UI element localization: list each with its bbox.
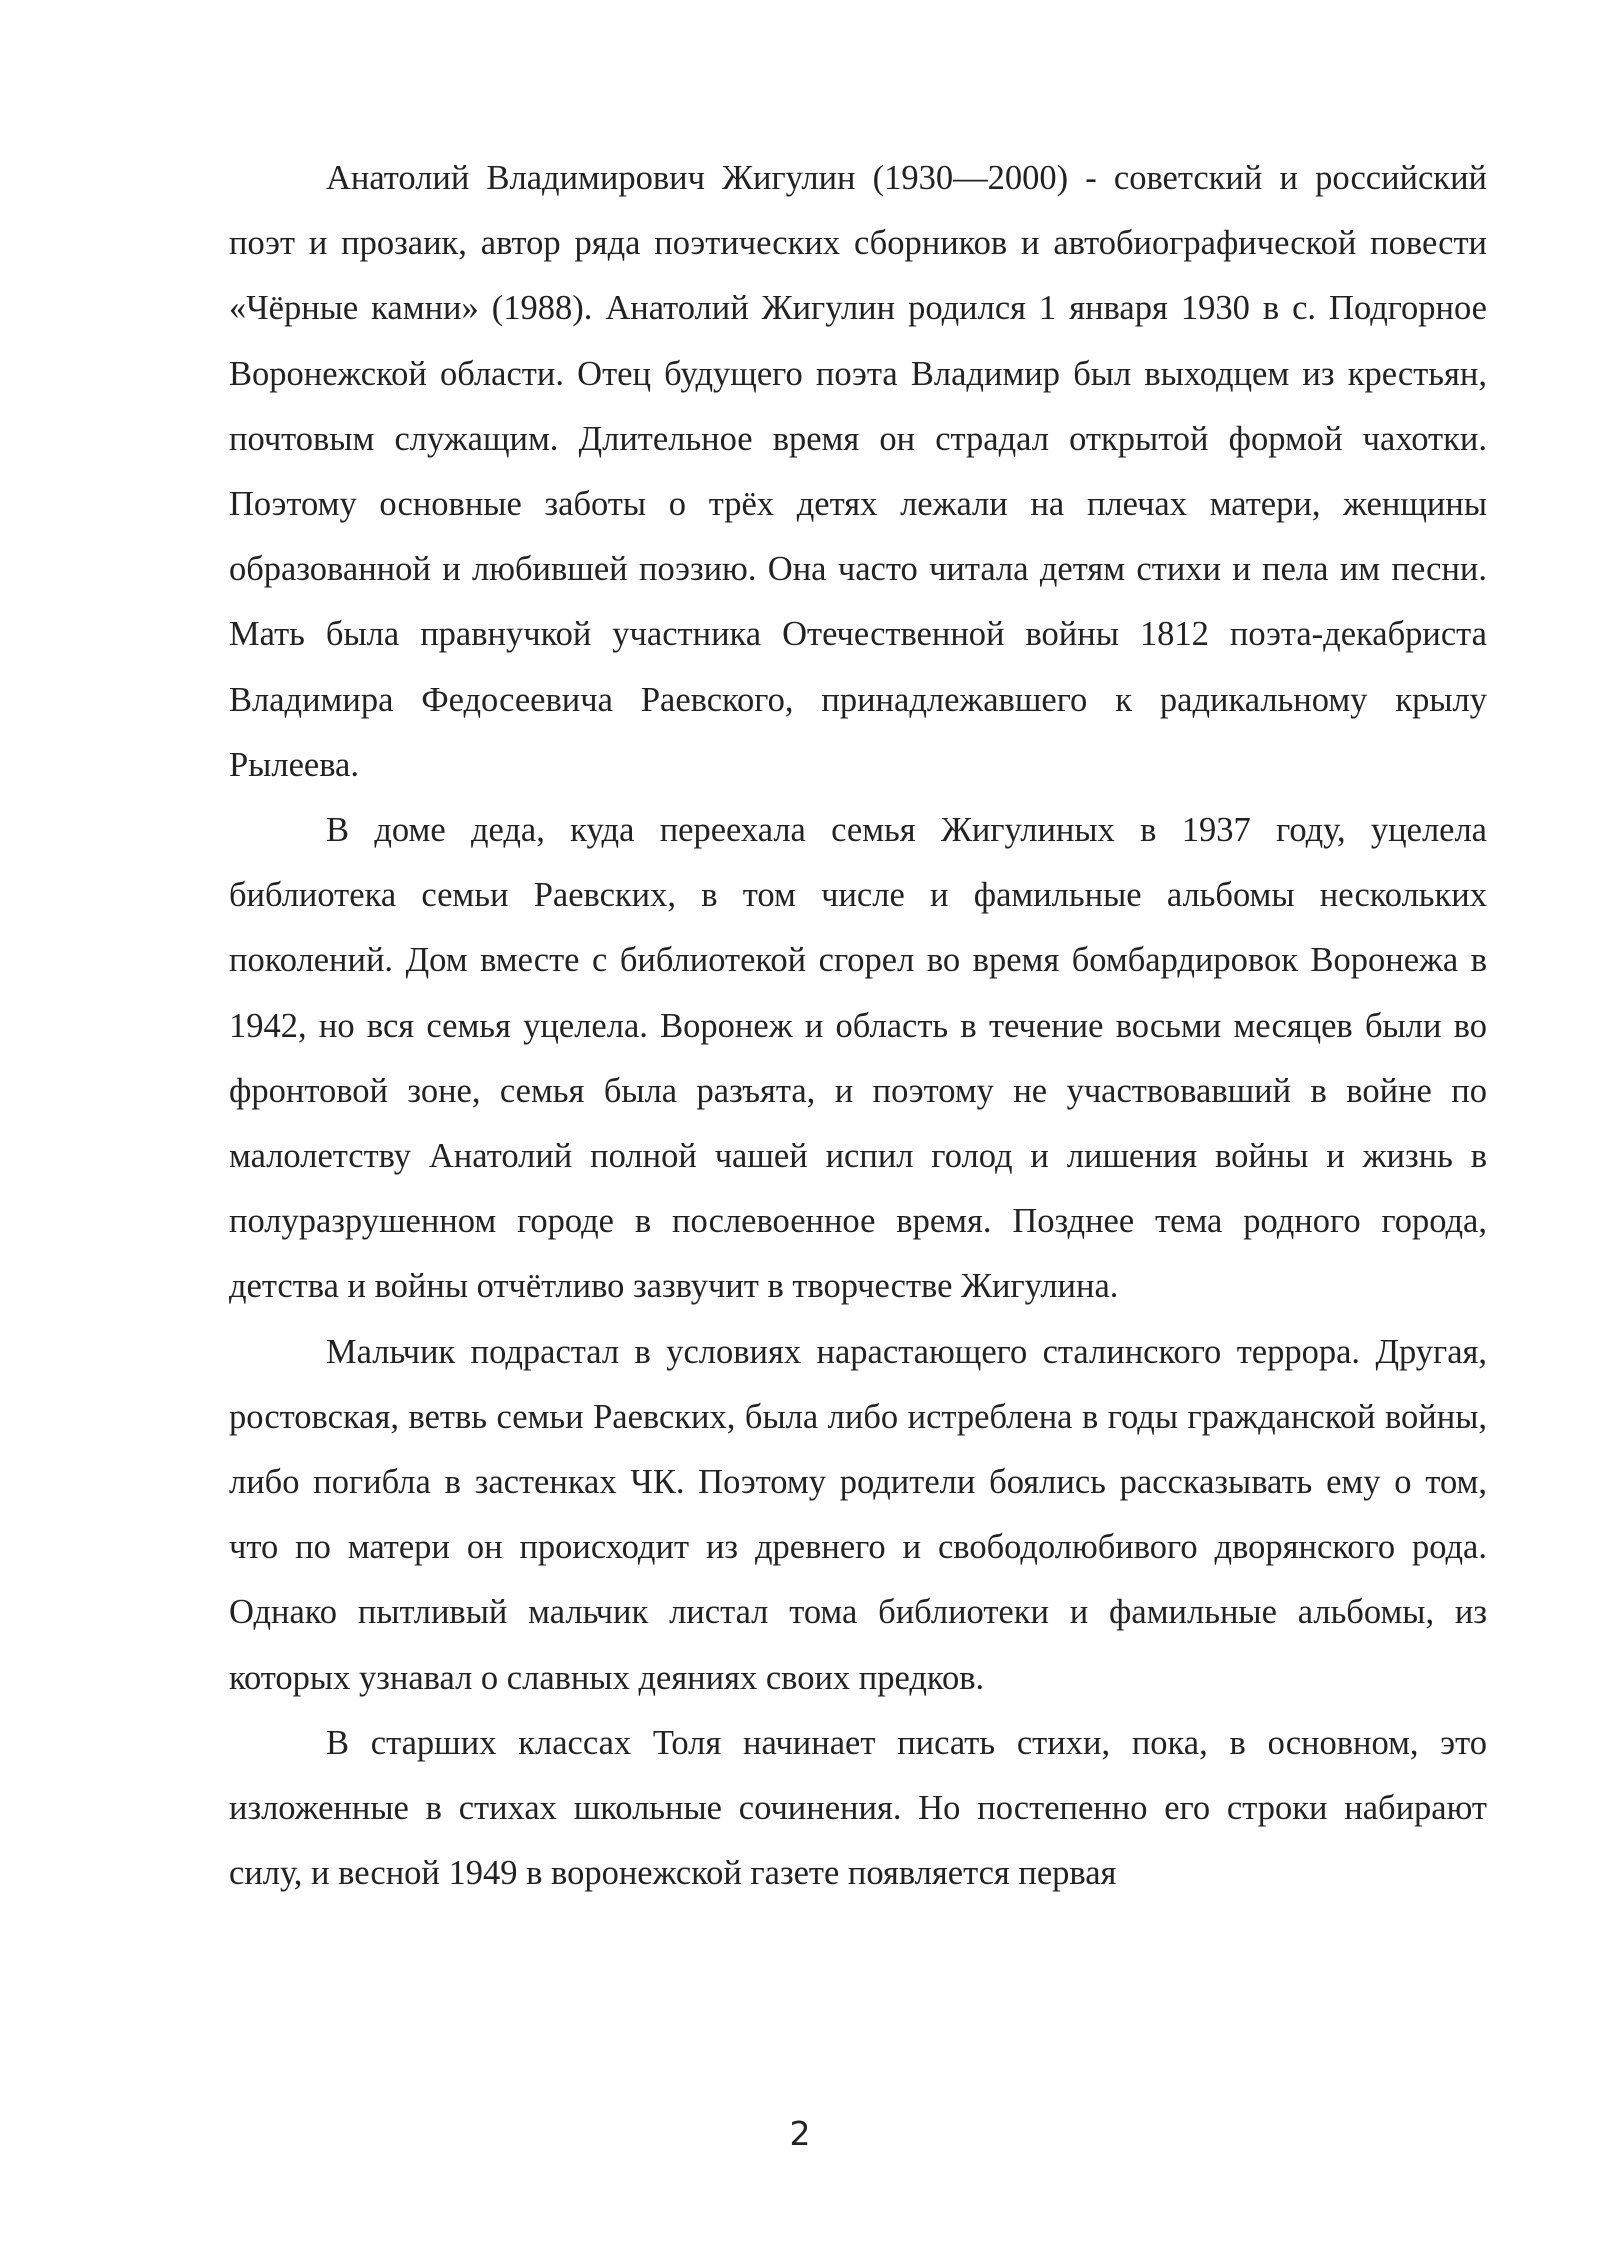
body-text bbox=[229, 146, 1487, 1906]
paragraph-1: Анатолий Владимирович Жигулин (1930—2000) - советский и российский поэт и прозаик, автор ряда поэтических сборников и автобиографической повести «Чёрные камни» (1988). Анатолий Жигулин родился 1 января 1930 в с. Подгорное Воронежской области. Отец будущего поэта Владимир был выходцем из крестьян, почтовым служащим. Длительное время он страдал открытой формой чахотки. Поэтому основные заботы о трёх детях лежали на плечах матери, женщины образованной и любившей поэзию. Она часто читала детям стихи и пела им песни. Мать была правнучкой участника Отечественной войны 1812 поэта-декабриста Владимира Федосеевича Раевского, принадлежавшего к радикальному крылу Рылеева. bbox=[229, 159, 1487, 784]
paragraph-4: В старших классах Толя начинает писать стихи, пока, в основном, это изложенные в стихах школьные сочинения. Но постепенно его строки набирают силу, и весной 1949 в воронежской газете появляется первая bbox=[229, 1723, 1487, 1893]
paragraph-3: Мальчик подрастал в условиях нарастающего сталинского террора. Другая, ростовская, ветвь семьи Раевских, была либо истреблена в годы гражданской войны, либо погибла в застенках ЧК. Поэтому родители боялись рассказывать ему о том, что по матери он происходит из древнего и свободолюбивого дворянского рода. Однако пытливый мальчик листал тома библиотеки и фамильные альбомы, из которых узнавал о славных деяниях своих предков. bbox=[229, 1332, 1487, 1697]
page-number: 2 bbox=[789, 2114, 811, 2153]
paragraph-2: В доме деда, куда переехала семья Жигулиных в 1937 году, уцелела библиотека семьи Раевских, в том числе и фамильные альбомы нескольких поколений. Дом вместе с библиотекой сгорел во время бомбардировок Воронежа в 1942, но вся семья уцелела. Воронеж и область в течение восьми месяцев были во фронтовой зоне, семья была разъята, и поэтому не участвовавший в войне по малолетству Анатолий полной чашей испил голод и лишения войны и жизнь в полуразрушенном городе в послевоенное время. Позднее тема родного города, детства и войны отчётливо зазвучит в творчестве Жигулина. bbox=[229, 811, 1487, 1306]
